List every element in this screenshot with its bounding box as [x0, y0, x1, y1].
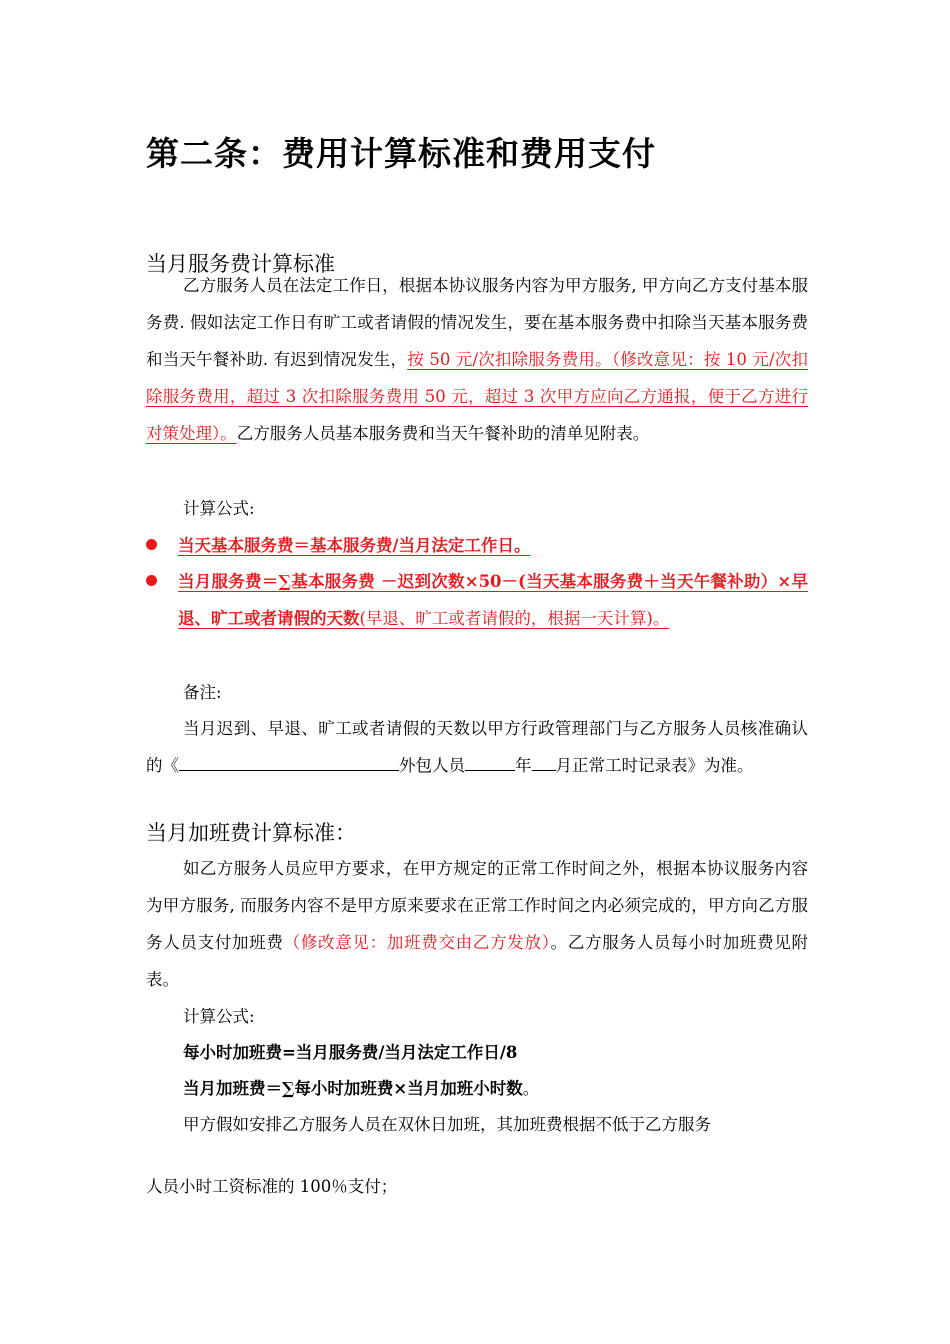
hourly-overtime-formula: 每小时加班费=当月服务费/当月法定工作日/8 [183, 1043, 518, 1062]
overtime-text: 如乙方服务人员应甲方要求，在甲方规定的正常工作时间之外，根据本协议服务内容为甲方服务, 而服务内容不是甲方原来要求在正常工作时间之内必须完成的，甲方向乙方服务人员支付加班费 [146, 859, 808, 952]
remark-text: 月正常工时记录表》为准。 [555, 756, 754, 775]
service-fee-text: 乙方服务人员在法定工作日，根据本协议服务内容为甲方服务, 甲方向乙方支付基本服务费. 假如法定工作日有旷工或者请假的情况发生，要在基本服务费中扣除当天基本服务费和当天午餐补助. 有迟到情况发生， [146, 276, 808, 369]
monthly-overtime-formula-text: 当月加班费＝∑每小时加班费×当月加班小时数 [183, 1079, 523, 1098]
remark-label: 备注: [183, 683, 222, 702]
monthly-overtime-formula [183, 1070, 539, 1107]
remark-text: 年 [515, 756, 532, 775]
bullet-daily-fee-text: 当天基本服务费＝基本服务费/当月法定工作日。 [178, 536, 531, 555]
blank-field-company[interactable] [179, 756, 399, 771]
formula-period: 。 [522, 1079, 540, 1098]
monthly-fee-formula: 当月服务费＝∑基本服务费 －迟到次数×50－(当天基本服务费＋当天午餐补助）×早退、旷工或者请假的天数 [178, 572, 808, 628]
weekend-overtime-line1: 甲方假如安排乙方服务人员在双休日加班，其加班费根据不低于乙方服务 [183, 1115, 711, 1134]
bullet-monthly-fee-text [178, 563, 808, 637]
bullet-icon [146, 539, 157, 550]
revision-note-overtime: （修改意见：加班费交由乙方发放） [283, 933, 551, 952]
blank-field-month[interactable] [532, 756, 556, 771]
overtime-heading: 当月加班费计算标准： [146, 821, 356, 845]
formula-label: 计算公式: [183, 499, 255, 518]
weekend-overtime-line2: 人员小时工资标准的 100％支付； [146, 1177, 398, 1196]
overtime-text-end: 。乙方服务人员每小时加班费见附表。 [146, 933, 809, 989]
remark-paragraph [146, 710, 808, 784]
remark-text: 当月迟到、早退、旷工或者请假的天数以甲方行政管理部门与乙方服务人员核准确认的《 [146, 719, 808, 775]
revision-note-late-fee: 按 50 元/次扣除服务费用。（修改意见：按 10 元/次扣除服务费用，超过 3 次扣除服务费用 50 元，超过 3 次甲方应向乙方通报，便于乙方进行对策处理）。 [146, 350, 808, 443]
service-fee-text-tail: 乙方服务人员基本服务费和当天午餐补助的清单见附表。 [236, 424, 650, 443]
blank-field-year[interactable] [465, 756, 515, 771]
service-fee-heading: 当月服务费计算标准 [146, 252, 335, 276]
remark-text: 外包人员 [399, 756, 465, 775]
overtime-paragraph [146, 850, 808, 998]
article-title: 第二条：费用计算标准和费用支付 [146, 134, 656, 173]
overtime-formula-label: 计算公式: [183, 1007, 255, 1026]
service-fee-paragraph [146, 267, 808, 452]
monthly-fee-note: (早退、旷工或者请假的，根据一天计算)。 [359, 609, 670, 628]
bullet-icon [146, 575, 157, 586]
